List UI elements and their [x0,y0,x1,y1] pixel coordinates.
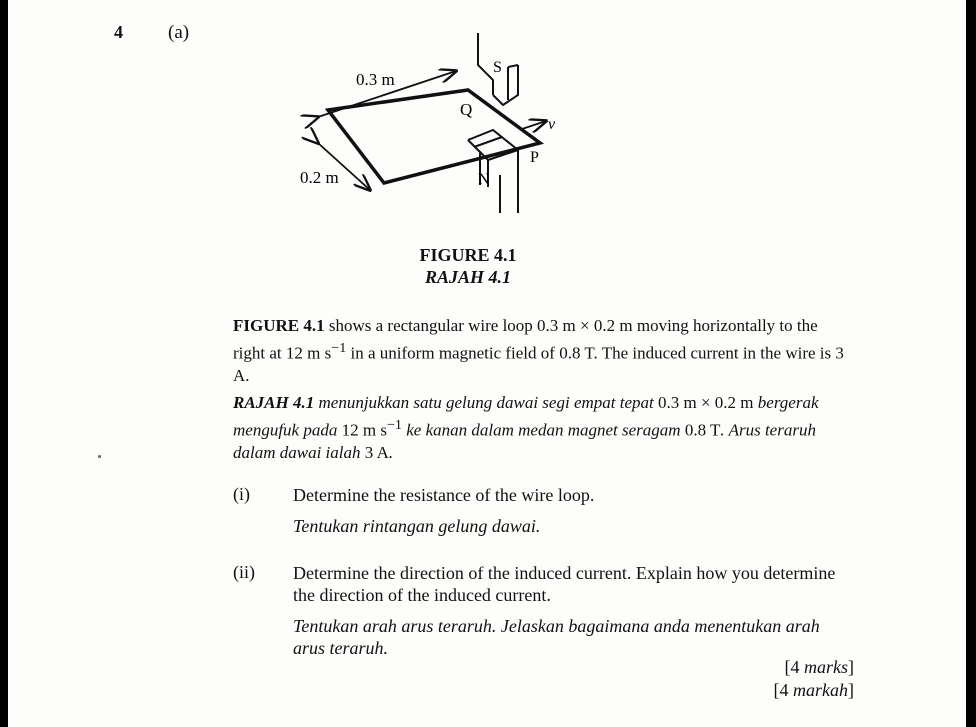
question-part: (a) [168,22,190,43]
marks-ms-close: ] [848,680,854,700]
magnet-north-pole [468,130,518,213]
marks-ms-word: markah [793,680,848,700]
subquestion-i-label: (i) [233,484,250,504]
exponent: −1 [331,340,347,356]
subquestion-ii-label: (ii) [233,562,255,582]
dimensions-value: 0.3 m × 0.2 m [657,393,754,412]
width-label: 0.2 m [300,168,339,187]
subquestion-i-text: Determine the resistance of the wire loop. [293,485,595,505]
scan-speck [98,455,101,458]
subquestion-i-text-ms: Tentukan rintangan gelung dawai. [293,516,541,536]
exam-page [8,0,966,727]
paragraph-en-text: shows a rectangular wire loop 0.3 m × 0.2 m moving horizontally to the right at 12 m s [233,316,818,363]
marks-ms-open: [4 [773,680,793,700]
current-value: 3 A [364,442,389,462]
marks-en-close: ] [848,657,854,677]
exponent-ms: −1 [386,417,402,433]
figure-4-1-diagram [278,25,578,225]
speed-value: 12 m s [341,420,387,440]
length-label: 0.3 m [356,70,395,89]
paragraph-ms-text-5: . [388,442,394,462]
paragraph-ms-text-4: . Arus teraruh dalam dawai ialah [233,420,816,462]
marks-en-open: [4 [784,657,804,677]
velocity-arrow [522,121,546,129]
paragraph-ms-text: menunjukkan satu gelung dawai segi empat tepat [314,393,658,412]
point-p-label: P [530,149,539,166]
subquestion-ii-text: Determine the direction of the induced current. Explain how you determine the direction of the induced current. [293,563,836,605]
point-q-label: Q [460,100,473,119]
subquestion-ii-text-ms: Tentukan arah arus teraruh. Jelaskan bagaimana anda menentukan arah arus teraruh. [293,616,820,658]
marks-en-word: marks [804,657,848,677]
figure-caption-ms: RAJAH 4.1 [424,267,512,287]
figure-reference: FIGURE 4.1 [233,316,325,335]
pole-n-label: N [478,171,490,188]
field-value: 0.8 T [684,420,721,440]
velocity-label: v [548,116,556,133]
paragraph-en-text-cont: in a uniform magnetic field of 0.8 T. The induced current in the wire is 3 A. [233,343,844,385]
paragraph-ms-text-2: bergerak mengufuk pada [233,393,819,440]
rajah-reference: RAJAH 4.1 [233,393,315,412]
paragraph-ms-text-3: ke kanan dalam medan magnet seragam [402,420,685,440]
question-number: 4 [114,22,123,42]
marks-ms [774,680,855,701]
figure-caption-en: FIGURE 4.1 [419,245,517,265]
paragraph-malay [233,392,853,464]
marks-en [785,657,855,678]
pole-s-label: S [493,59,502,76]
paragraph-english [233,315,853,387]
